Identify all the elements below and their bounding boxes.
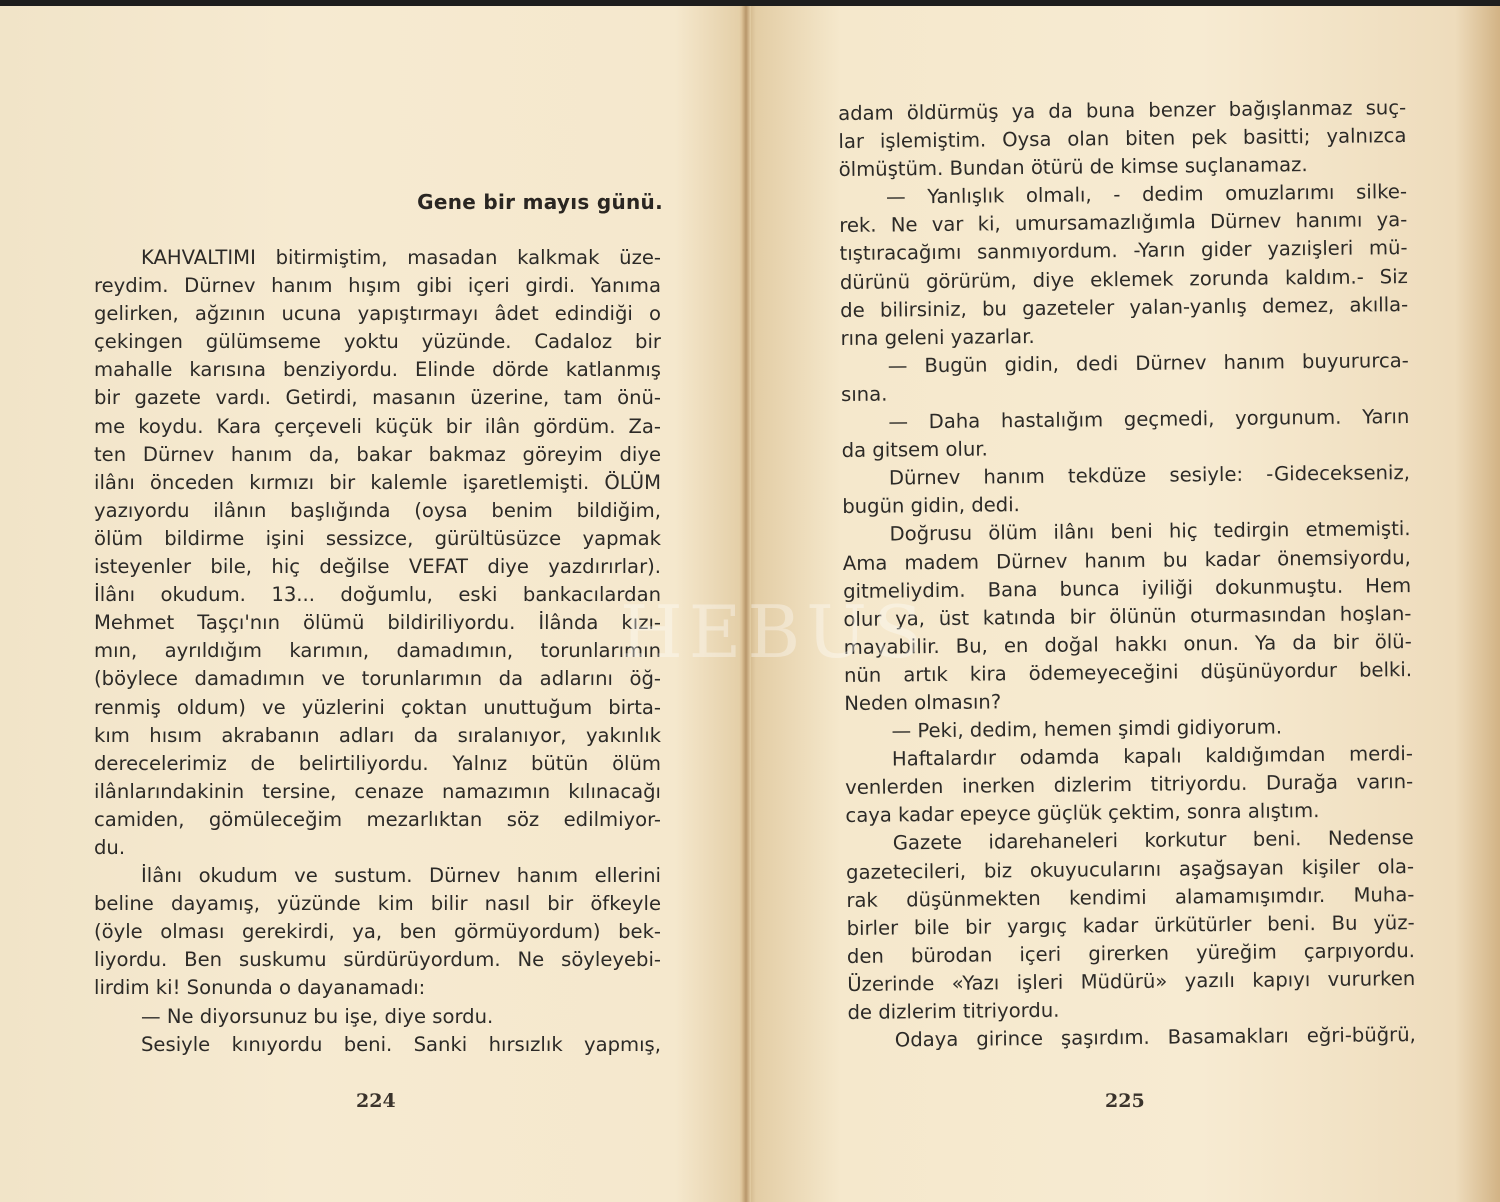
text-line: bir gazete vardı. Getirdi, masanın üzerine, tam önü- [94,386,661,410]
text-line: — Peki, dedim, hemen şimdi gidiyorum. [891,715,1283,743]
text-line: lar işlemiştim. Oysa olan biten pek basitti; yalnızca [838,124,1407,154]
text-line: liyordu. Ben suskumu sürdürüyordum. Ne söyleyebi- [94,948,661,972]
text-line: — Ne diyorsunuz bu işe, diye sordu. [141,1004,494,1028]
text-line: ölüm bildirme işini sessizce, gürültüsüzce yapmak [94,526,661,550]
chapter-heading: Gene bir mayıs günü. [417,190,663,214]
text-line: adam öldürmüş ya da buna benzer bağışlanmaz suç- [838,96,1407,125]
text-line: nün artık kira ödemeyeceğini düşünüyordur belki. [843,657,1413,687]
text-line: gelirken, ağzının ucuna yapıştırmayı âdet edindiği o [94,302,661,326]
text-line: rına geleni yazarlar. [840,324,1035,350]
left-page-text [94,244,661,1059]
text-line: du. [94,835,126,859]
text-line: reydim. Dürnev hanım hışım gibi içeri girdi. Yanıma [94,274,661,298]
page-number: 224 [356,1090,396,1112]
text-line: yazıyordu ilânın başlığında (oysa benim bildiğim, [94,498,661,522]
text-line: Mehmet Taşçı'nın ölümü bildiriliyordu. İlânda kızı- [94,611,661,635]
text-line: — Daha hastalığım geçmedi, yorgunum. Yarın [888,405,1410,434]
text-line: mayabilir. Bu, en doğal hakkı onun. Ya da bir ölü- [843,629,1412,659]
text-line: isteyenler bile, hiç değilse VEFAT diye yazdırırlar). [94,555,661,579]
text-line: camiden, gömüleceğim mezarlıktan söz edilmiyor- [94,807,661,831]
text-line: da gitsem olur. [841,437,988,463]
text-line: caya kadar epeyce güçlük çektim, sonra alıştım. [845,799,1320,828]
text-line: Gazete idarehaneleri korkutur beni. Nedense [892,826,1414,855]
text-line: bugün gidin, dedi. [842,493,1020,519]
text-line: İlânı okudum. 13... doğumlu, eski bankacılardan [94,583,661,607]
text-line: beline dayamış, yüzünde kim bilir nasıl bir öfkeyle [94,892,661,916]
text-line: ilânlarındakinin tersine, cenaze namazımın kılınacağı [94,779,661,803]
text-line: ilânı önceden kırmızı bir kalemle işaretlemişti. ÖLÜM [94,470,661,494]
text-line: den bürodan içeri girerken yüreğim çarpıyordu. [846,938,1416,968]
text-line: Neden olmasın? [844,690,1002,715]
book-gutter [741,6,751,1202]
text-line: Dürnev hanım tekdüze sesiyle: -Gidecekseniz, [888,461,1411,490]
text-line: derecelerimiz de belirtiliyordu. Yalnız bütün ölüm [94,751,661,775]
text-line: gazetecileri, biz okuyucularını aşağsayan kişiler ola- [845,854,1415,884]
text-line: mın, ayrıldığım karımın, damadımın, torunlarımın [94,639,661,663]
text-line: de bilirsiniz, bu gazeteler yalan-yanlış demez, akılla- [840,292,1409,322]
text-line: İlânı okudum ve sustum. Dürnev hanım ellerini [141,864,661,888]
right-page [755,0,1500,1202]
text-line: Haftalardır odamda kapalı kaldığımdan merdi- [891,742,1413,771]
text-line: — Yanlışlık olmalı, - dedim omuzlarımı silke- [885,180,1408,209]
text-line: tıştıracağımı sanmıyordum. -Yarın gider yazıişleri mü- [839,236,1408,266]
text-line: — Bugün gidin, dedi Dürnev hanım buyururca- [887,348,1409,378]
text-line: rak düşünmekten kendimi alamamışımdır. Muha- [846,882,1415,912]
text-line: ölmüştüm. Bundan ötürü de kimse suçlanamaz. [838,153,1308,182]
page-number: 225 [1105,1090,1145,1112]
text-line: dürünü görürüm, diye eklemek zorunda kaldım.- Siz [839,264,1408,294]
text-line: Doğrusu ölüm ilânı beni hiç tedirgin etmemişti. [889,517,1411,546]
text-line: olur ya, üst katında bir ölünün oturmasından hoşlan- [843,601,1412,631]
text-line: mahalle karısına benziyordu. Elinde dörde katlanmış [94,358,661,382]
text-line: KAHVALTIMI bitirmiştim, masadan kalkmak üze- [141,246,661,269]
text-line: rek. Ne var ki, umursamazlığımla Dürnev hanımı ya- [839,208,1408,238]
text-line: venlerden inerken dizlerim titriyordu. Durağa varın- [845,770,1414,800]
left-page [0,0,745,1202]
text-line: gitmeliydim. Bana bunca iyiliği dokunmuştu. Hem [843,573,1412,603]
text-line: çekingen gülümseme yoktu yüzünde. Cadaloz bir [94,330,661,354]
text-line: (böylece damadımın ve torunlarımın da adlarını öğ- [94,667,661,691]
text-line: me koydu. Kara çerçeveli küçük bir ilân gördüm. Za- [94,414,661,438]
text-line: ten Dürnev hanım da, bakar bakmaz göreyim diye [94,442,661,466]
text-line: Ama madem Dürnev hanım bu kadar önemsiyordu, [842,545,1411,575]
text-line: Odaya girince şaşırdım. Basamakları eğri-büğrü, [894,1023,1416,1052]
text-line: Üzerinde «Yazı işleri Müdürü» yazılı kapıyı vururken [847,966,1416,996]
watermark: HEBUS [620,590,929,674]
text-line: Sesiyle kınıyordu beni. Sanki hırsızlık yapmış, [141,1032,661,1056]
text-line: (öyle olması gerekirdi, ya, ben görmüyordum) bek- [94,920,661,944]
right-page-text [838,94,1416,1055]
text-line: sına. [840,382,888,406]
text-line: birler bile bir yargıç kadar ürkütürler beni. Bu yüz- [846,910,1415,940]
text-line: lirdim ki! Sonunda o dayanamadı: [94,976,426,1000]
text-line: kım hısım akrabanın adları da sıralanıyor, yakınlık [94,723,661,747]
text-line: de dizlerim titriyordu. [847,998,1060,1024]
text-line: renmiş oldum) ve yüzlerini çoktan unuttuğum birta- [94,695,661,719]
